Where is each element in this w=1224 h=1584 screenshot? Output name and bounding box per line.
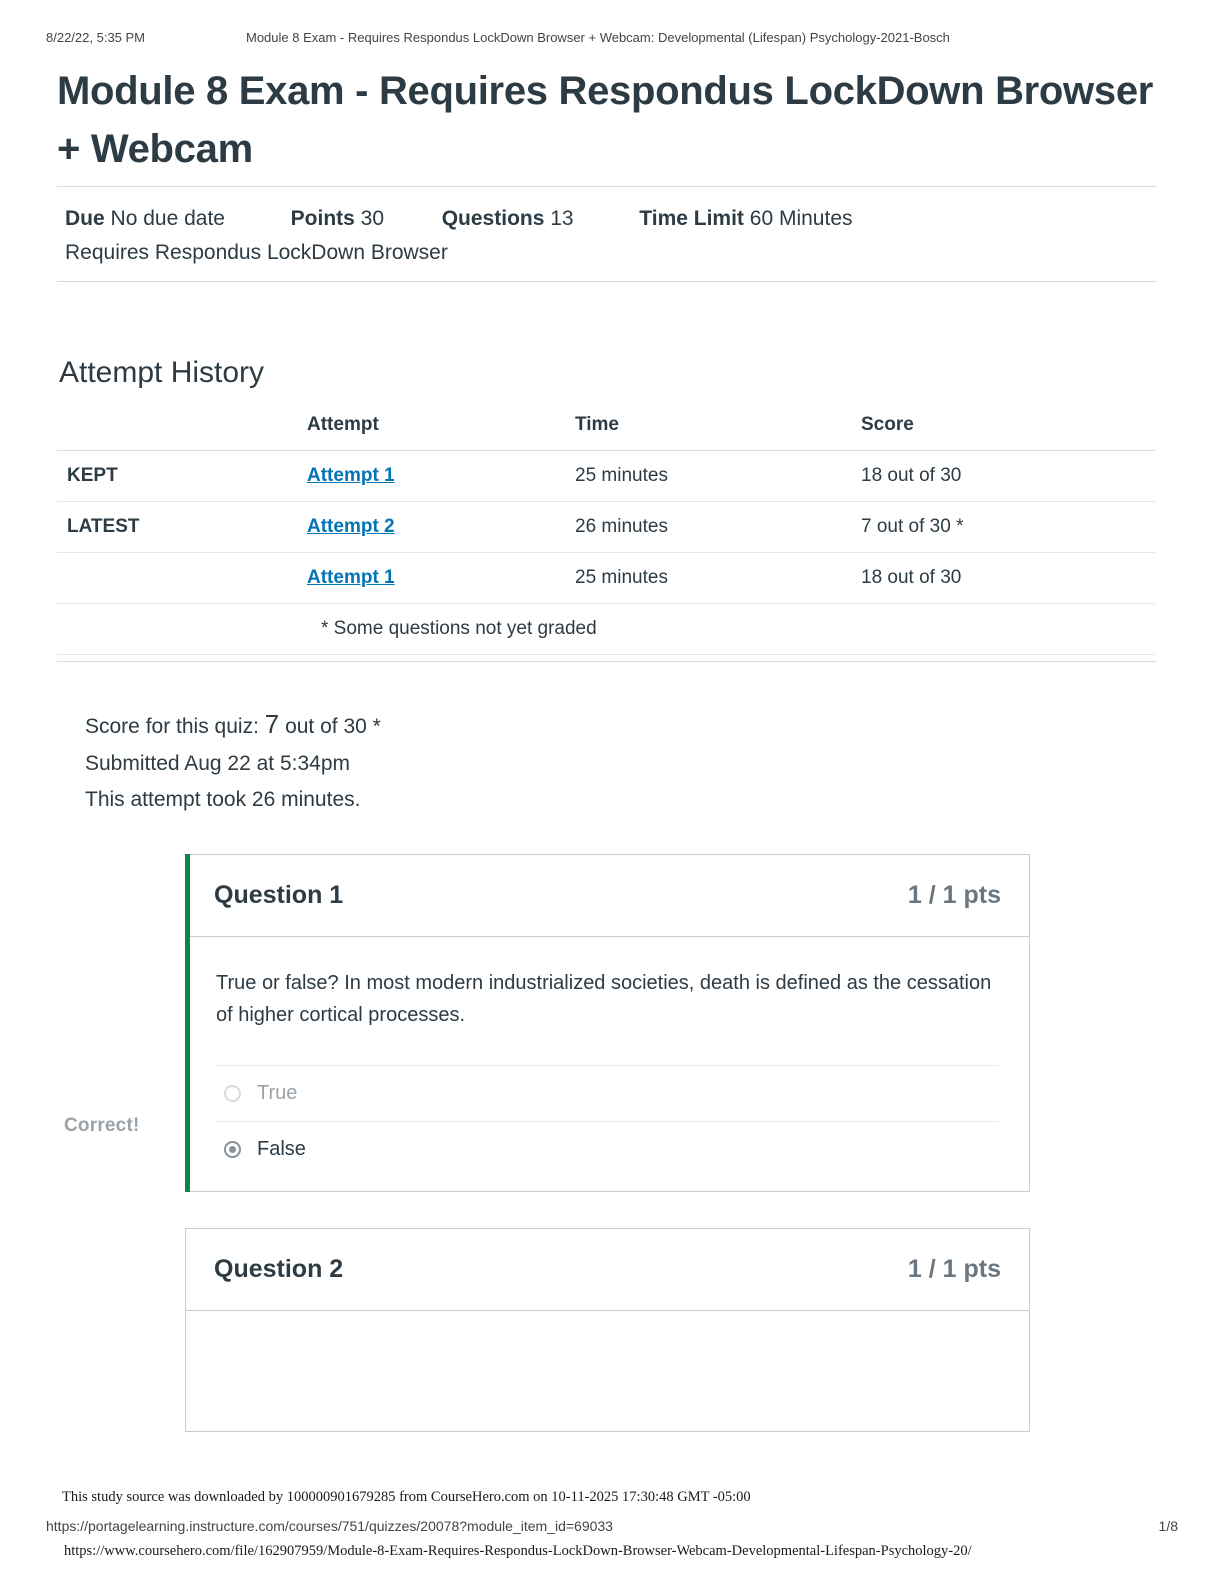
question-body [186, 1311, 1029, 1431]
col-time: Time [565, 408, 851, 451]
table-header-row [57, 408, 1155, 451]
table-row [57, 501, 1155, 552]
document-content [57, 62, 1157, 1432]
grading-footnote: * Some questions not yet graded [321, 617, 597, 639]
answer-label: True [257, 1082, 298, 1105]
time-limit-label: Time Limit [639, 207, 744, 230]
question-name: Question 1 [214, 881, 344, 910]
row-attempt [297, 450, 565, 501]
attempt-history-heading: Attempt History [59, 355, 265, 389]
answer-option-true[interactable] [216, 1065, 999, 1121]
question-header [186, 1229, 1029, 1311]
page-title: Module 8 Exam - Requires Respondus LockDown Browser + Webcam [57, 69, 1154, 171]
footnote-spacer [57, 603, 297, 654]
footer-source-url: https://portagelearning.instructure.com/courses/751/quizzes/20078?module_item_id=69033 [46, 1518, 613, 1534]
footer-coursehero-url: https://www.coursehero.com/file/162907959/Module-8-Exam-Requires-Respondus-LockDown-Browser-Webcam-Developmental-Lifespan-Psychology-20/ [64, 1543, 972, 1559]
row-time: 25 minutes [565, 450, 851, 501]
questions-value: 13 [550, 207, 574, 230]
question-name: Question 2 [214, 1255, 344, 1284]
duration-line: This attempt took 26 minutes. [85, 788, 361, 812]
submitted-line: Submitted Aug 22 at 5:34pm [85, 752, 351, 776]
row-label: KEPT [57, 450, 297, 501]
table-row [57, 450, 1155, 501]
radio-selected-icon[interactable] [224, 1141, 241, 1158]
radio-icon[interactable] [224, 1085, 241, 1102]
attempt-link[interactable]: Attempt 1 [307, 566, 395, 588]
correct-flag-label: Correct! [64, 1115, 140, 1137]
question-text: True or false? In most modern industrialized societies, death is defined as the cessation of higher cortical processes. [216, 972, 992, 1027]
row-score: 18 out of 30 [851, 552, 1155, 603]
question-points: 1 / 1 pts [907, 881, 1001, 910]
answer-option-false[interactable] [216, 1121, 999, 1177]
answer-list [216, 1065, 999, 1177]
score-value: 7 [264, 708, 280, 739]
table-footnote-row [57, 603, 1155, 654]
divider-after-table [57, 661, 1157, 662]
time-limit-value: 60 Minutes [749, 207, 853, 230]
correct-indicator-bar [185, 854, 190, 1192]
points-label: Points [290, 207, 355, 230]
col-attempt: Attempt [297, 408, 565, 451]
score-prefix: Score for this quiz: [85, 714, 259, 738]
print-date: 8/22/22, 5:35 PM [46, 30, 146, 45]
row-label [57, 552, 297, 603]
quiz-requirement: Requires Respondus LockDown Browser [65, 240, 448, 264]
row-time: 25 minutes [565, 552, 851, 603]
row-attempt [297, 501, 565, 552]
print-header [0, 30, 1224, 45]
question-body [186, 937, 1029, 1191]
question-points: 1 / 1 pts [907, 1255, 1001, 1284]
footnote-cell [297, 603, 1155, 654]
attempt-link[interactable]: Attempt 2 [307, 515, 395, 537]
quiz-meta [57, 187, 1157, 239]
attempt-history-table [57, 408, 1155, 655]
question-block-1 [64, 854, 1030, 1192]
answer-label: False [257, 1138, 306, 1161]
footer-page-number: 1/8 [1158, 1518, 1178, 1534]
col-blank [57, 408, 297, 451]
score-suffix: out of 30 * [285, 714, 381, 738]
score-line [85, 702, 1157, 747]
due-value: No due date [110, 207, 225, 230]
due-label: Due [65, 207, 105, 230]
question-block-2 [185, 1228, 1030, 1432]
row-score: 18 out of 30 [851, 450, 1155, 501]
download-note: This study source was downloaded by 100000901679285 from CourseHero.com on 10-11-2025 17:30:48 GMT -05:00 [62, 1489, 751, 1505]
table-row [57, 552, 1155, 603]
row-attempt [297, 552, 565, 603]
row-score: 7 out of 30 * [851, 501, 1155, 552]
questions-label: Questions [441, 207, 545, 230]
attempt-link[interactable]: Attempt 1 [307, 464, 395, 486]
question-header [186, 855, 1029, 937]
print-title: Module 8 Exam - Requires Respondus LockDown Browser + Webcam: Developmental (Lifespan) Psychology-2021-Bosch [246, 30, 950, 45]
divider-meta [57, 281, 1157, 282]
points-value: 30 [360, 207, 385, 230]
col-score: Score [851, 408, 1155, 451]
row-label: LATEST [57, 501, 297, 552]
score-summary [85, 702, 1157, 819]
row-time: 26 minutes [565, 501, 851, 552]
